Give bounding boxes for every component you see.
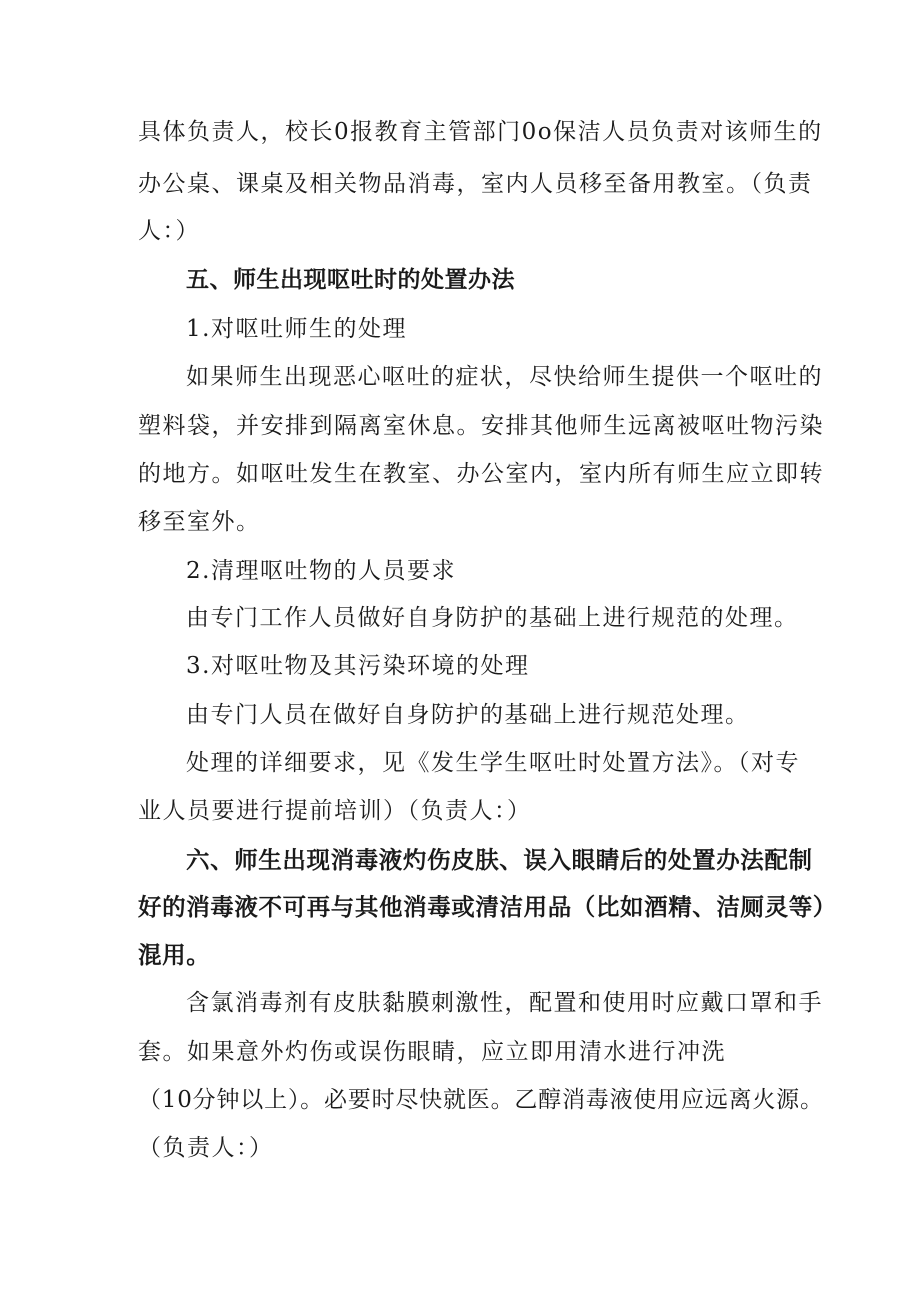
section-heading: 混用。 [138, 941, 211, 969]
text-line: 办公桌、课桌及相关物品消毒，室内人员移至备用教室。（负责 [138, 171, 813, 197]
section-heading: 五、师生出现呕吐时的处置办法 [186, 267, 515, 293]
section-heading: 六、师生出现消毒液灼伤皮肤、误入眼睛后的处置办法配制 [186, 846, 813, 874]
text-line: 移至室外。 [138, 509, 261, 535]
text-line: 具体负责人，校长0报教育主管部门0o保洁人员负责对该师生的 [138, 119, 823, 145]
text-line: 由专门人员在做好自身防护的基础上进行规范处理。 [186, 702, 750, 728]
text-line: 的地方。如呕吐发生在教室、办公室内，室内所有师生应立即转 [138, 461, 824, 487]
text-line: 业人员要进行提前培训）（负责人：） [138, 798, 532, 824]
subheading: 1.对呕吐师生的处理 [186, 316, 407, 342]
text-line: 塑料袋，并安排到隔离室休息。安排其他师生远离被呕吐物污染 [138, 413, 824, 439]
text-line: （10分钟以上）。必要时尽快就医。乙醇消毒液使用应远离火源。 [138, 1087, 824, 1113]
text-line: 人：） [138, 218, 200, 244]
text-line: 如果师生出现恶心呕吐的症状，尽快给师生提供一个呕吐的 [186, 364, 823, 390]
text-line: （负责人：） [138, 1135, 274, 1161]
subheading: 2.清理呕吐物的人员要求 [186, 558, 456, 584]
text-line: 由专门工作人员做好自身防护的基础上进行规范的处理。 [186, 605, 799, 631]
text-line: 含氯消毒剂有皮肤黏膜刺激性，配置和使用时应戴口罩和手 [186, 990, 823, 1016]
text-line: 处理的详细要求，见《发生学生呕吐时处置方法》。（对专 [186, 750, 800, 776]
subheading: 3.对呕吐物及其污染环境的处理 [186, 653, 530, 679]
text-line: 套。如果意外灼伤或误伤眼睛，应立即用清水进行冲洗 [138, 1039, 726, 1065]
section-heading: 好的消毒液不可再与其他消毒或清洁用品（比如酒精、洁厕灵等） [138, 893, 837, 921]
